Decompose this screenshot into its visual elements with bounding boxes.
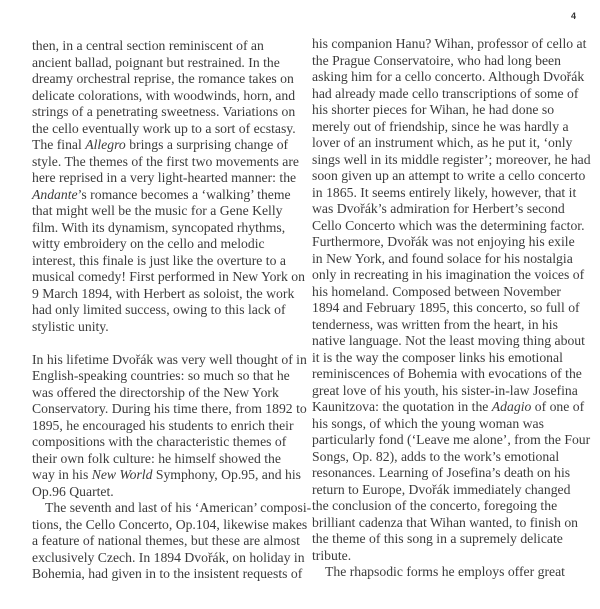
text-line: The seventh and last of his ‘American’ composi- bbox=[45, 500, 312, 515]
text-line: a feature of national themes, but these are almost bbox=[32, 533, 300, 548]
text-line: 1895, he encouraged his students to enrich their bbox=[32, 417, 294, 433]
italic-title: Allegro bbox=[85, 137, 126, 152]
text-line: his shorter pieces for Wihan, he had done so bbox=[312, 102, 555, 117]
text-line: lover of an instrument which, as he put it, ‘only bbox=[312, 135, 573, 150]
text-line: sings well in its middle register’; moreover, he had bbox=[312, 151, 591, 167]
page-number: 4 bbox=[571, 11, 577, 21]
text-line: The final Allegro brings a surprising change of bbox=[32, 137, 289, 152]
italic-title: Andante bbox=[32, 186, 78, 202]
text-line: musical comedy! First performed in New York on bbox=[32, 269, 305, 284]
text-line: tenderness, was written from the heart, in his bbox=[312, 316, 558, 332]
text-line: 9 March 1894, with Herbert as soloist, the work bbox=[32, 285, 295, 301]
text-line: style. The themes of the first two movements are bbox=[32, 153, 299, 169]
text-line: had only limited success, owing to this lack of bbox=[32, 302, 286, 317]
text-line: his homeland. Composed between November bbox=[312, 283, 561, 299]
text-line: exclusively Czech. In 1894 Dvořák, on holiday in bbox=[32, 549, 305, 565]
text-line: their own folk culture: he himself showed the bbox=[32, 450, 281, 466]
italic-title: New World bbox=[91, 467, 153, 482]
text-line: delicate colorations, with woodwinds, horn, and bbox=[32, 87, 296, 103]
text-line: then, in a central section reminiscent of an bbox=[32, 38, 264, 53]
text-line: the conclusion of the concerto, foregoing the bbox=[312, 498, 558, 513]
text-line: soon given up an attempt to write a cello concerto bbox=[312, 168, 586, 183]
text-line: tions, the Cello Concerto, Op.104, likewise makes bbox=[32, 516, 308, 532]
italic-title: Adagio bbox=[491, 399, 532, 414]
text-line: brilliant cadenza that Wihan wanted, to finish on bbox=[312, 514, 579, 530]
paragraph-break bbox=[32, 335, 302, 352]
text-line: it is the way the composer links his emotional bbox=[312, 349, 563, 365]
text-line: his companion Hanu? Wihan, professor of cello at bbox=[312, 36, 587, 51]
text-line: only in recreating in his imagination the voices of bbox=[312, 267, 585, 282]
text-line: in 1865. It seems entirely likely, however, that it bbox=[312, 184, 577, 200]
text-line: ancient ballad, poignant but restrained. In the bbox=[32, 54, 280, 70]
text-line: English-speaking countries: so much so that he bbox=[32, 368, 290, 383]
right-text-column bbox=[312, 36, 591, 581]
text-line: Kaunitzova: the quotation in the Adagio of one of bbox=[312, 399, 585, 414]
text-line: way in his New World Symphony, Op.95, and his bbox=[32, 467, 301, 482]
text-line: stylistic unity. bbox=[32, 318, 109, 334]
text-line: Bohemia, had given in to the insistent requests of bbox=[32, 566, 303, 581]
text-line: in New York, and found solace for his nostalgia bbox=[312, 250, 573, 266]
left-text-column bbox=[32, 38, 312, 583]
text-line: Andante’s romance becomes a ‘walking’ theme bbox=[32, 186, 291, 202]
text-line: In his lifetime Dvořák was very well thought of in bbox=[32, 351, 307, 367]
text-line: interest, this finale is just like the overture to a bbox=[32, 252, 286, 268]
text-line: return to Europe, Dvořák immediately changed bbox=[312, 481, 571, 497]
text-line: had already made cello transcriptions of some of bbox=[312, 85, 579, 101]
text-line: reminiscences of Bohemia with evocations of the bbox=[312, 366, 582, 381]
text-line: Op.96 Quartet. bbox=[32, 483, 114, 499]
text-line: tribute. bbox=[312, 547, 352, 563]
text-line: compositions with the characteristic themes of bbox=[32, 434, 287, 449]
text-line: dreamy orchestral reprise, the romance takes on bbox=[32, 71, 294, 86]
text-line: 1894 and February 1895, this concerto, so full of bbox=[312, 300, 580, 315]
text-line: asking him for a cello concerto. Although Dvořák bbox=[312, 69, 585, 84]
text-line: strings of a penetrating sweetness. Variations on bbox=[32, 104, 296, 119]
text-line: the Prague Conservatoire, who had long been bbox=[312, 52, 561, 68]
text-line: Conservatory. During his time there, from 1892 to bbox=[32, 401, 307, 416]
text-line: Songs, Op. 82), adds to the work’s emotional bbox=[312, 448, 560, 464]
text-line: Cello Concerto which was the determining factor. bbox=[312, 217, 585, 233]
text-line: was offered the directorship of the New York bbox=[32, 384, 279, 400]
text-line: film. With its dynamism, syncopated rhythms, bbox=[32, 219, 286, 235]
text-line: resonances. Learning of Josefina’s death on his bbox=[312, 465, 571, 480]
text-line: here reprised in a very light-hearted manner: the bbox=[32, 170, 297, 185]
text-line: merely out of friendship, since he was hardly a bbox=[312, 118, 569, 134]
text-line: witty embroidery on the cello and melodic bbox=[32, 236, 265, 251]
text-line: his songs, of which the young woman was bbox=[312, 415, 544, 431]
text-line: Furthermore, Dvořák was not enjoying his exile bbox=[312, 234, 575, 249]
text-line: the cello eventually work up to a sort of ecstasy. bbox=[32, 120, 296, 136]
text-line: particularly fond (‘Leave me alone’, from the Four bbox=[312, 432, 591, 447]
text-line: was Dvořák’s admiration for Herbert’s second bbox=[312, 201, 565, 216]
text-line: that might well be the music for a Gene Kelly bbox=[32, 203, 283, 218]
text-line: great love of his youth, his sister-in-law Josefina bbox=[312, 382, 578, 398]
text-line: native language. Not the least moving thing about bbox=[312, 333, 585, 348]
text-line: The rhapsodic forms he employs offer great bbox=[325, 564, 565, 579]
text-line: the theme of this song in a supremely delicate bbox=[312, 531, 563, 546]
